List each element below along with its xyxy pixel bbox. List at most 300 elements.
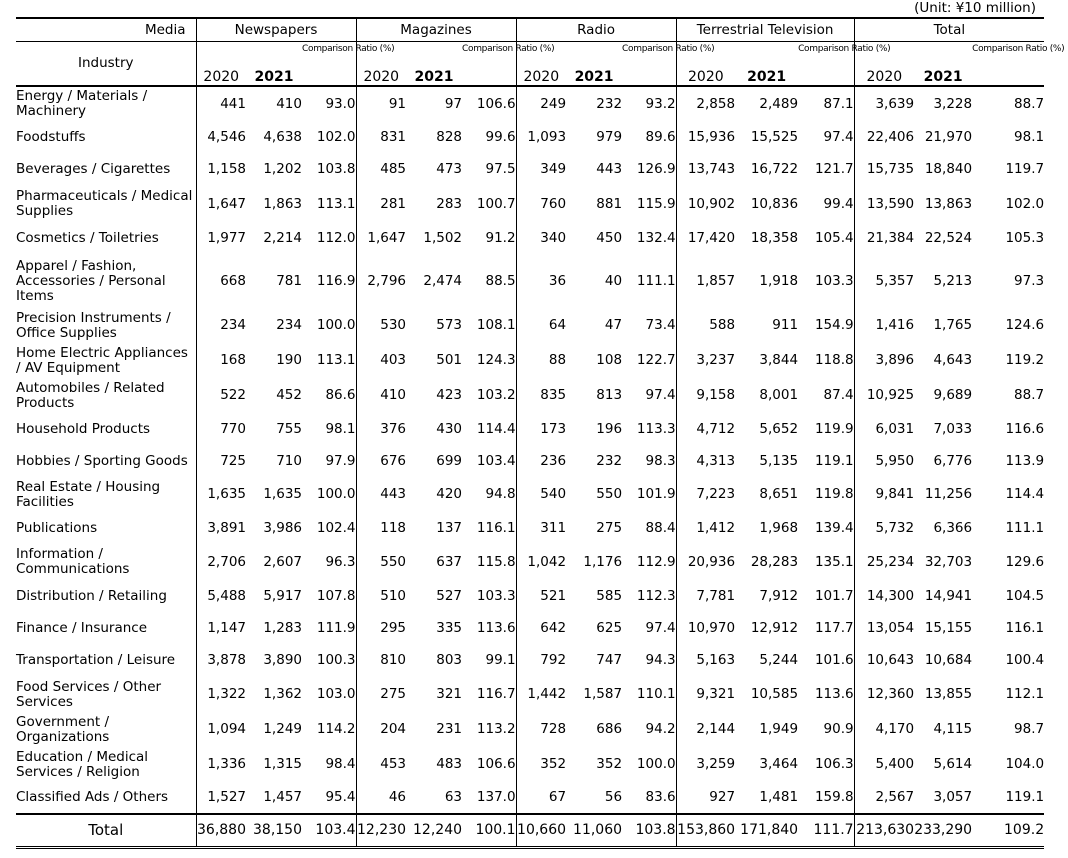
value-cell: 281	[356, 186, 406, 222]
value-cell: 335	[436, 619, 463, 636]
value-cell: 1,977	[196, 222, 246, 254]
ratio-header: Comparison Ratio (%)	[622, 42, 676, 87]
value-cell: 108.1	[476, 317, 516, 333]
value-cell: 116.7	[476, 686, 516, 702]
total-value-cell: 111.7	[798, 814, 854, 848]
value-cell: 119.1	[814, 452, 854, 469]
value-cell: 8,651	[759, 486, 799, 502]
total-value-cell: 12,230	[356, 814, 406, 848]
value-cell: 103.2	[476, 387, 516, 403]
value-cell: 97.5	[485, 161, 516, 177]
value-cell: 14,300	[854, 580, 914, 612]
industry-label: Apparel / Fashion, Accessories / Personal Items	[16, 257, 166, 304]
value-cell: 113.6	[814, 686, 854, 702]
value-cell: 99.4	[823, 195, 854, 212]
value-cell: 5,163	[676, 644, 735, 677]
value-cell: 87.4	[823, 387, 854, 403]
industry-label: Food Services / Other Services	[16, 678, 162, 710]
year-curr-header: 2021	[914, 42, 972, 87]
industry-label: Home Electric Appliances / AV Equipment	[16, 344, 188, 376]
value-cell: 113.1	[316, 352, 356, 368]
value-cell: 1,093	[516, 121, 566, 153]
value-cell: 5,950	[854, 445, 914, 477]
value-cell: 108	[596, 352, 623, 368]
value-cell: 1,322	[196, 677, 246, 712]
group-header-television: Terrestrial Television	[676, 18, 854, 42]
value-cell: 15,155	[924, 619, 973, 636]
industry-header: Industry	[16, 42, 196, 87]
year-prev-header: 2020	[516, 42, 566, 87]
value-cell: 100.0	[316, 486, 356, 502]
value-cell: 5,400	[854, 747, 914, 782]
unit-note: (Unit: ¥10 million)	[914, 0, 1036, 16]
value-cell: 122.7	[636, 352, 676, 368]
value-cell: 90.9	[823, 721, 854, 737]
value-cell: 94.8	[485, 486, 516, 502]
value-cell: 911	[772, 317, 799, 333]
value-cell: 116.9	[316, 272, 356, 289]
table-row	[16, 308, 1044, 343]
value-cell: 232	[596, 452, 623, 469]
value-cell: 105.4	[814, 229, 854, 246]
value-cell: 521	[516, 580, 566, 612]
value-cell: 4,546	[196, 121, 246, 153]
value-cell: 2,607	[263, 553, 302, 570]
industry-label: Cosmetics / Toiletries	[16, 229, 159, 246]
value-cell: 102.0	[1005, 195, 1045, 212]
value-cell: 111.9	[316, 619, 356, 636]
value-cell: 105.3	[1005, 229, 1045, 246]
value-cell: 3,639	[854, 86, 914, 121]
table-row	[16, 580, 1044, 612]
value-cell: 1,457	[263, 789, 302, 805]
industry-label: Education / Medical Services / Religion	[16, 748, 149, 780]
value-cell: 249	[516, 86, 566, 121]
group-header-newspapers: Newspapers	[196, 18, 356, 42]
value-cell: 1,158	[196, 153, 246, 186]
value-cell: 14,941	[924, 587, 973, 604]
table-row	[16, 445, 1044, 477]
value-cell: 4,643	[933, 352, 973, 368]
value-cell: 22,524	[924, 229, 973, 246]
value-cell: 98.1	[325, 420, 356, 437]
value-cell: 1,362	[263, 686, 302, 702]
value-cell: 1,918	[759, 272, 799, 289]
value-cell: 835	[516, 378, 566, 413]
value-cell: 7,223	[676, 477, 735, 512]
value-cell: 483	[436, 756, 463, 772]
value-cell: 2,489	[759, 95, 799, 112]
value-cell: 686	[596, 721, 623, 737]
value-cell: 501	[436, 352, 463, 368]
value-cell: 2,474	[423, 272, 463, 289]
value-cell: 232	[596, 95, 623, 112]
value-cell: 430	[436, 420, 463, 437]
value-cell: 9,321	[676, 677, 735, 712]
value-cell: 97	[444, 95, 463, 112]
value-cell: 97.4	[645, 619, 676, 636]
value-cell: 21,970	[924, 128, 973, 145]
value-cell: 112.1	[1005, 686, 1045, 702]
total-row	[16, 814, 1044, 848]
value-cell: 7,033	[933, 420, 973, 437]
table-row	[16, 677, 1044, 712]
value-cell: 99.1	[485, 652, 516, 668]
value-cell: 9,841	[854, 477, 914, 512]
value-cell: 452	[276, 387, 302, 403]
value-cell: 32,703	[924, 553, 973, 570]
value-cell: 98.3	[645, 452, 676, 469]
group-header-radio: Radio	[516, 18, 676, 42]
value-cell: 113.2	[476, 721, 516, 737]
value-cell: 3,259	[676, 747, 735, 782]
value-cell: 321	[436, 686, 463, 702]
industry-label: Beverages / Cigarettes	[16, 161, 171, 177]
value-cell: 124.6	[1005, 317, 1045, 333]
value-cell: 7,912	[759, 587, 799, 604]
value-cell: 4,115	[933, 721, 973, 737]
table-row	[16, 544, 1044, 580]
value-cell: 1,147	[196, 612, 246, 644]
value-cell: 111.1	[1005, 519, 1045, 536]
value-cell: 100.4	[1005, 652, 1045, 668]
value-cell: 5,357	[854, 254, 914, 308]
value-cell: 234	[196, 308, 246, 343]
value-cell: 88.7	[1014, 95, 1045, 112]
ratio-header: Comparison Ratio (%)	[972, 42, 1044, 87]
value-cell: 13,855	[924, 686, 973, 702]
industry-label: Foodstuffs	[16, 128, 86, 145]
value-cell: 443	[596, 161, 623, 177]
value-cell: 114.4	[1005, 486, 1045, 502]
value-cell: 88.4	[645, 519, 676, 536]
value-cell: 10,925	[854, 378, 914, 413]
total-value-cell: 100.1	[462, 814, 516, 848]
table-row	[16, 477, 1044, 512]
table-row	[16, 782, 1044, 814]
value-cell: 12,912	[750, 619, 799, 636]
value-cell: 36	[516, 254, 566, 308]
value-cell: 420	[436, 486, 463, 502]
value-cell: 6,776	[933, 452, 973, 469]
value-cell: 86.6	[325, 387, 356, 403]
value-cell: 98.4	[325, 756, 356, 772]
value-cell: 453	[356, 747, 406, 782]
value-cell: 173	[516, 413, 566, 445]
value-cell: 99.6	[485, 128, 516, 145]
value-cell: 6,366	[933, 519, 973, 536]
table-row	[16, 712, 1044, 747]
value-cell: 104.0	[1005, 756, 1045, 772]
total-value-cell: 213,630	[854, 814, 914, 848]
total-value-cell: 10,660	[516, 814, 566, 848]
year-curr-header: 2021	[406, 42, 462, 87]
table-row	[16, 153, 1044, 186]
value-cell: 349	[516, 153, 566, 186]
value-cell: 5,614	[933, 756, 973, 772]
value-cell: 352	[516, 747, 566, 782]
value-cell: 450	[596, 229, 623, 246]
value-cell: 101.9	[636, 486, 676, 502]
value-cell: 119.1	[1005, 789, 1045, 805]
value-cell: 18,840	[924, 161, 973, 177]
value-cell: 4,170	[854, 712, 914, 747]
value-cell: 103.3	[476, 587, 516, 604]
ad-expenditure-table	[16, 17, 1065, 849]
value-cell: 190	[276, 352, 302, 368]
year-curr-header: 2021	[246, 42, 302, 87]
value-cell: 803	[436, 652, 463, 668]
year-curr-header: 2021	[735, 42, 798, 87]
value-cell: 3,464	[759, 756, 799, 772]
year-curr-header: 2021	[566, 42, 622, 87]
value-cell: 725	[196, 445, 246, 477]
value-cell: 755	[276, 420, 302, 437]
value-cell: 792	[516, 644, 566, 677]
value-cell: 46	[356, 782, 406, 814]
value-cell: 28,283	[750, 553, 799, 570]
value-cell: 441	[196, 86, 246, 121]
value-cell: 295	[356, 612, 406, 644]
table-row	[16, 644, 1044, 677]
value-cell: 15,936	[676, 121, 735, 153]
value-cell: 10,684	[924, 652, 973, 668]
value-cell: 1,863	[263, 195, 302, 212]
value-cell: 196	[596, 420, 623, 437]
value-cell: 110.1	[636, 686, 676, 702]
value-cell: 93.2	[645, 95, 676, 112]
value-cell: 9,158	[676, 378, 735, 413]
value-cell: 2,796	[356, 254, 406, 308]
value-cell: 25,234	[854, 544, 914, 580]
total-value-cell: 109.2	[972, 814, 1044, 848]
value-cell: 710	[276, 452, 302, 469]
industry-label: Hobbies / Sporting Goods	[16, 452, 188, 469]
value-cell: 67	[516, 782, 566, 814]
value-cell: 573	[436, 317, 463, 333]
value-cell: 112.3	[636, 587, 676, 604]
value-cell: 1,527	[196, 782, 246, 814]
media-header: Media	[16, 18, 196, 42]
value-cell: 747	[596, 652, 623, 668]
value-cell: 522	[196, 378, 246, 413]
value-cell: 1,968	[759, 519, 799, 536]
industry-label: Automobiles / Related Products	[16, 379, 165, 411]
value-cell: 139.4	[814, 519, 854, 536]
value-cell: 5,488	[196, 580, 246, 612]
value-cell: 106.6	[476, 756, 516, 772]
value-cell: 3,228	[933, 95, 973, 112]
value-cell: 113.6	[476, 619, 516, 636]
year-prev-header: 2020	[196, 42, 246, 87]
value-cell: 102.4	[316, 519, 356, 536]
value-cell: 114.2	[316, 721, 356, 737]
value-cell: 4,638	[263, 128, 302, 145]
value-cell: 63	[444, 789, 463, 805]
value-cell: 3,878	[196, 644, 246, 677]
total-value-cell: 171,840	[735, 814, 798, 848]
value-cell: 103.4	[476, 452, 516, 469]
value-cell: 10,836	[750, 195, 799, 212]
value-cell: 112.9	[636, 553, 676, 570]
value-cell: 10,585	[750, 686, 799, 702]
value-cell: 100.0	[636, 756, 676, 772]
value-cell: 119.8	[814, 486, 854, 502]
value-cell: 1,635	[263, 486, 302, 502]
value-cell: 91.2	[485, 229, 516, 246]
value-cell: 770	[196, 413, 246, 445]
value-cell: 676	[356, 445, 406, 477]
value-cell: 13,863	[924, 195, 973, 212]
industry-label: Classified Ads / Others	[16, 789, 169, 805]
value-cell: 485	[356, 153, 406, 186]
value-cell: 137	[436, 519, 463, 536]
value-cell: 540	[516, 477, 566, 512]
value-cell: 7,781	[676, 580, 735, 612]
value-cell: 91	[356, 86, 406, 121]
value-cell: 5,213	[933, 272, 973, 289]
value-cell: 810	[356, 644, 406, 677]
value-cell: 47	[604, 317, 623, 333]
value-cell: 1,481	[759, 789, 799, 805]
value-cell: 588	[676, 308, 735, 343]
value-cell: 927	[676, 782, 735, 814]
value-cell: 5,244	[759, 652, 799, 668]
value-cell: 168	[196, 343, 246, 378]
value-cell: 5,652	[759, 420, 799, 437]
value-cell: 3,844	[759, 352, 799, 368]
value-cell: 115.8	[476, 553, 516, 570]
table-row	[16, 413, 1044, 445]
value-cell: 103.3	[814, 272, 854, 289]
value-cell: 410	[276, 95, 302, 112]
value-cell: 101.6	[814, 652, 854, 668]
value-cell: 527	[436, 587, 463, 604]
value-cell: 10,643	[854, 644, 914, 677]
ratio-header: Comparison Ratio (%)	[798, 42, 854, 87]
value-cell: 5,917	[263, 587, 302, 604]
value-cell: 113.9	[1005, 452, 1045, 469]
value-cell: 11,256	[924, 486, 973, 502]
value-cell: 10,970	[676, 612, 735, 644]
value-cell: 9,689	[933, 387, 973, 403]
value-cell: 16,722	[750, 161, 799, 177]
value-cell: 1,283	[263, 619, 302, 636]
industry-label: Publications	[16, 519, 98, 536]
total-value-cell: 153,860	[676, 814, 735, 848]
value-cell: 1,315	[263, 756, 302, 772]
value-cell: 443	[356, 477, 406, 512]
industry-label: Information / Communications	[16, 546, 130, 577]
value-cell: 97.3	[1014, 272, 1045, 289]
value-cell: 115.9	[636, 195, 676, 212]
value-cell: 111.1	[636, 272, 676, 289]
ratio-header: Comparison Ratio (%)	[462, 42, 516, 87]
value-cell: 637	[436, 553, 463, 570]
value-cell: 1,647	[356, 222, 406, 254]
value-cell: 423	[436, 387, 463, 403]
value-cell: 56	[604, 789, 623, 805]
value-cell: 340	[516, 222, 566, 254]
value-cell: 1,765	[933, 317, 973, 333]
value-cell: 275	[596, 519, 623, 536]
value-cell: 101.7	[814, 587, 854, 604]
ratio-header: Comparison Ratio (%)	[302, 42, 356, 87]
value-cell: 98.1	[1014, 128, 1045, 145]
value-cell: 473	[436, 161, 463, 177]
industry-label: Finance / Insurance	[16, 619, 148, 636]
total-value-cell: 11,060	[566, 814, 622, 848]
value-cell: 585	[596, 587, 623, 604]
value-cell: 204	[356, 712, 406, 747]
table-row	[16, 512, 1044, 544]
value-cell: 642	[516, 612, 566, 644]
industry-label: Government / Organizations	[16, 713, 110, 745]
value-cell: 137.0	[476, 789, 516, 805]
value-cell: 21,384	[854, 222, 914, 254]
value-cell: 8,001	[759, 387, 799, 403]
value-cell: 699	[436, 452, 463, 469]
value-cell: 1,635	[196, 477, 246, 512]
value-cell: 117.7	[814, 619, 854, 636]
value-cell: 4,313	[676, 445, 735, 477]
value-cell: 231	[436, 721, 463, 737]
value-cell: 1,857	[676, 254, 735, 308]
table-row	[16, 343, 1044, 378]
value-cell: 97.4	[823, 128, 854, 145]
value-cell: 403	[356, 343, 406, 378]
value-cell: 100.7	[476, 195, 516, 212]
value-cell: 113.3	[636, 420, 676, 437]
value-cell: 116.6	[1005, 420, 1045, 437]
value-cell: 2,567	[854, 782, 914, 814]
value-cell: 107.8	[316, 587, 356, 604]
value-cell: 95.4	[325, 789, 356, 805]
value-cell: 93.0	[325, 95, 356, 112]
total-value-cell: 233,290	[914, 814, 972, 848]
year-prev-header: 2020	[676, 42, 735, 87]
table-body	[16, 86, 1044, 814]
group-header-total: Total	[854, 18, 1044, 42]
industry-label: Transportation / Leisure	[16, 652, 176, 668]
value-cell: 668	[196, 254, 246, 308]
value-cell: 3,057	[933, 789, 973, 805]
group-header-magazines: Magazines	[356, 18, 516, 42]
value-cell: 83.6	[645, 789, 676, 805]
value-cell: 979	[596, 128, 623, 145]
industry-label: Real Estate / Housing Facilities	[16, 478, 161, 510]
value-cell: 88.5	[485, 272, 516, 289]
value-cell: 113.1	[316, 195, 356, 212]
value-cell: 118	[356, 512, 406, 544]
value-cell: 119.7	[1005, 161, 1045, 177]
value-cell: 813	[596, 387, 623, 403]
value-cell: 12,360	[854, 677, 914, 712]
value-cell: 550	[356, 544, 406, 580]
value-cell: 2,706	[196, 544, 246, 580]
industry-label: Pharmaceuticals / Medical Supplies	[16, 188, 193, 219]
value-cell: 154.9	[814, 317, 854, 333]
value-cell: 121.7	[814, 161, 854, 177]
value-cell: 1,587	[583, 686, 623, 702]
value-cell: 5,732	[854, 512, 914, 544]
value-cell: 530	[356, 308, 406, 343]
value-cell: 352	[596, 756, 623, 772]
value-cell: 881	[596, 195, 623, 212]
industry-label: Distribution / Retailing	[16, 587, 167, 604]
value-cell: 760	[516, 186, 566, 222]
table-row	[16, 86, 1044, 121]
